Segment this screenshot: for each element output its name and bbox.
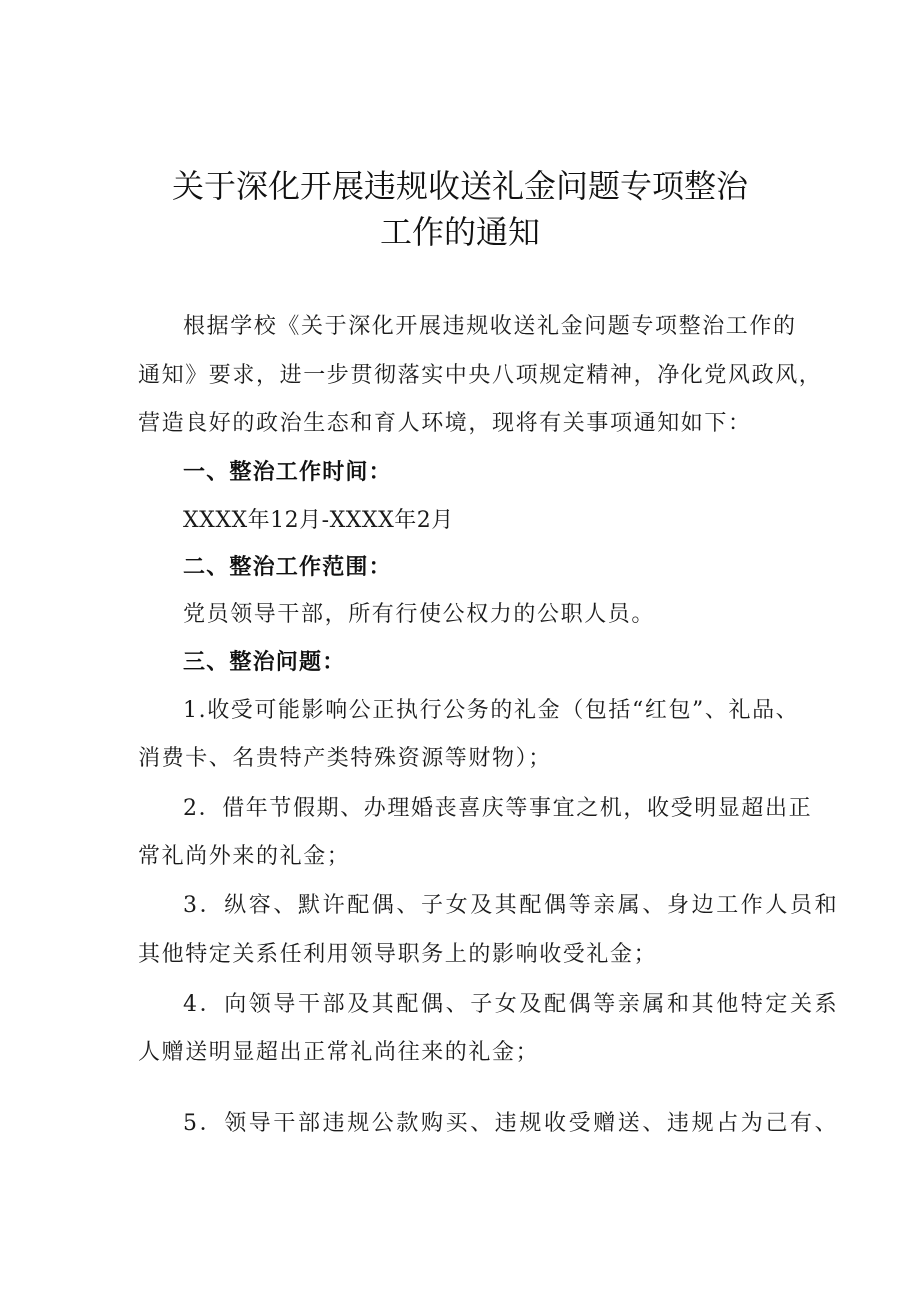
issue-1-line-1: 1.收受可能影响公正执行公务的礼金（包括“红包”、礼品、 <box>183 698 800 723</box>
section-3-heading: 三、整治问题： <box>183 650 346 675</box>
document-title-line-2: 工作的通知 <box>379 213 540 251</box>
issue-3-line-1: 3．纵容、默许配偶、子女及其配偶等亲属、身边工作人员和 <box>183 893 840 918</box>
intro-paragraph-line-3: 营造良好的政治生态和育人环境，现将有关事项通知如下： <box>138 411 752 436</box>
intro-paragraph-line-1: 根据学校《关于深化开展违规收送礼金问题专项整治工作的 <box>183 314 797 339</box>
section-2-text: 党员领导干部，所有行使公权力的公职人员。 <box>183 602 656 627</box>
issue-4-line-2: 人赠送明显超出正常礼尚往来的礼金； <box>138 1040 540 1065</box>
issue-2-line-1: 2．借年节假期、办理婚丧喜庆等事宜之机，收受明显超出正 <box>183 796 813 821</box>
issue-2-line-2: 常礼尚外来的礼金； <box>138 844 351 869</box>
section-1-heading: 一、整治工作时间： <box>183 460 392 485</box>
issue-4-line-1: 4．向领导干部及其配偶、子女及配偶等亲属和其他特定关系 <box>183 992 840 1017</box>
section-2-heading: 二、整治工作范围： <box>183 555 392 580</box>
issue-3-line-2: 其他特定关系任利用领导职务上的影响收受礼金； <box>138 942 658 967</box>
section-1-text: XXXX年12月-XXXX年2月 <box>183 508 454 533</box>
issue-1-line-2: 消费卡、名贵特产类特殊资源等财物）； <box>138 746 552 771</box>
issue-5-line-1: 5．领导干部违规公款购买、违规收受赠送、违规占为己有、 <box>183 1111 840 1136</box>
document-title-line-1: 关于深化开展违规收送礼金问题专项整治 <box>171 167 748 205</box>
intro-paragraph-line-2: 通知》要求，进一步贯彻落实中央八项规定精神，净化党风政风， <box>138 363 823 388</box>
